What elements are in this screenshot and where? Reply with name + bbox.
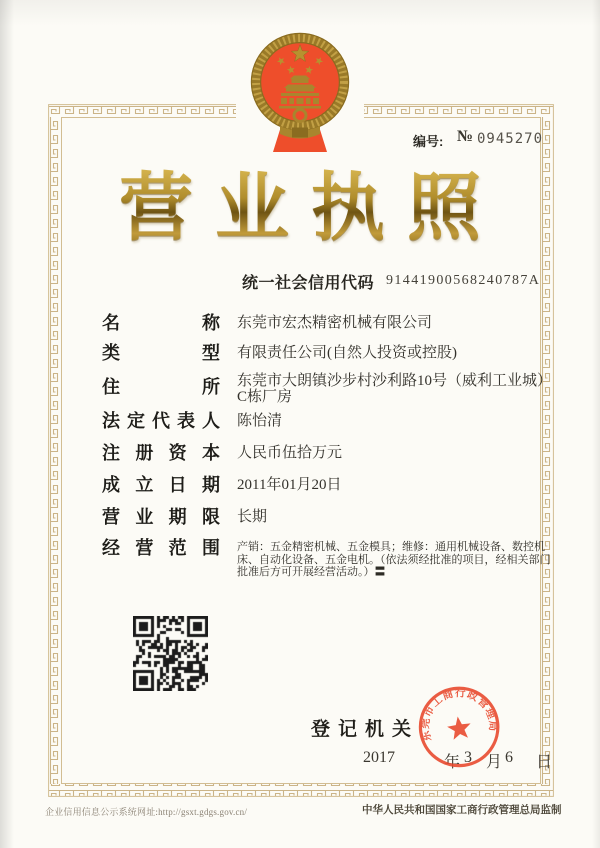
issue-month: 3 bbox=[464, 749, 472, 766]
serial-number: 0945270 bbox=[477, 131, 544, 147]
issue-date bbox=[0, 749, 600, 769]
national-emblem-icon bbox=[250, 30, 350, 158]
footer-publicity-url: 企业信用信息公示系统网址:http://gsxt.gdgs.gov.cn/ bbox=[45, 807, 248, 817]
field-value: 2011年01月20日 bbox=[237, 477, 342, 493]
field-label: 类型 bbox=[102, 343, 220, 363]
field-label: 经营范围 bbox=[102, 538, 220, 558]
field-value: 陈怡清 bbox=[237, 413, 283, 429]
credit-code-label: 统一社会信用代码 bbox=[242, 275, 375, 292]
registration-seal bbox=[416, 683, 502, 769]
field-label: 住所 bbox=[102, 377, 220, 397]
year-unit: 年 bbox=[444, 754, 461, 771]
issue-year: 2017 bbox=[363, 749, 395, 766]
registration-authority-label: 登记机关 bbox=[311, 719, 420, 740]
license-title bbox=[0, 166, 600, 250]
numero-symbol: № bbox=[457, 128, 474, 145]
qr-code bbox=[133, 616, 208, 691]
field-label: 营业期限 bbox=[102, 507, 220, 527]
field-label: 法定代表人 bbox=[102, 411, 220, 431]
field-label: 名称 bbox=[102, 313, 220, 333]
field-value: 长期 bbox=[237, 509, 268, 525]
month-unit: 月 bbox=[486, 754, 503, 771]
field-value: 东莞市宏杰精密机械有限公司 bbox=[237, 315, 433, 331]
day-unit: 日 bbox=[536, 754, 553, 771]
field-value: 东莞市大朗镇沙步村沙利路10号（威利工业城）C栋厂房 bbox=[237, 373, 553, 405]
serial-label: 编号: bbox=[413, 134, 444, 149]
field-value: 有限责任公司(自然人投资或控股) bbox=[237, 345, 457, 361]
field-value: 产销：五金精密机械、五金模具；维修：通用机械设备、数控机床、自动化设备、五金电机。（依法须经批准的项目，经相关部门批准后方可开展经营活动。）〓 bbox=[237, 541, 551, 578]
scan-artifact bbox=[0, 0, 600, 26]
license-title-text: 营业执照 bbox=[97, 166, 503, 250]
field-label: 注册资本 bbox=[102, 443, 220, 463]
footer-supervisor: 中华人民共和国国家工商行政管理总局监制 bbox=[362, 805, 562, 816]
scan-artifact bbox=[592, 0, 600, 848]
seal-text: 东莞市工商行政管理局 bbox=[420, 688, 498, 743]
scan-artifact bbox=[0, 0, 14, 848]
issue-day: 6 bbox=[505, 749, 513, 766]
field-label: 成立日期 bbox=[102, 475, 220, 495]
credit-code-value: 91441900568240787A bbox=[386, 273, 541, 288]
field-value: 人民币伍拾万元 bbox=[237, 445, 343, 461]
